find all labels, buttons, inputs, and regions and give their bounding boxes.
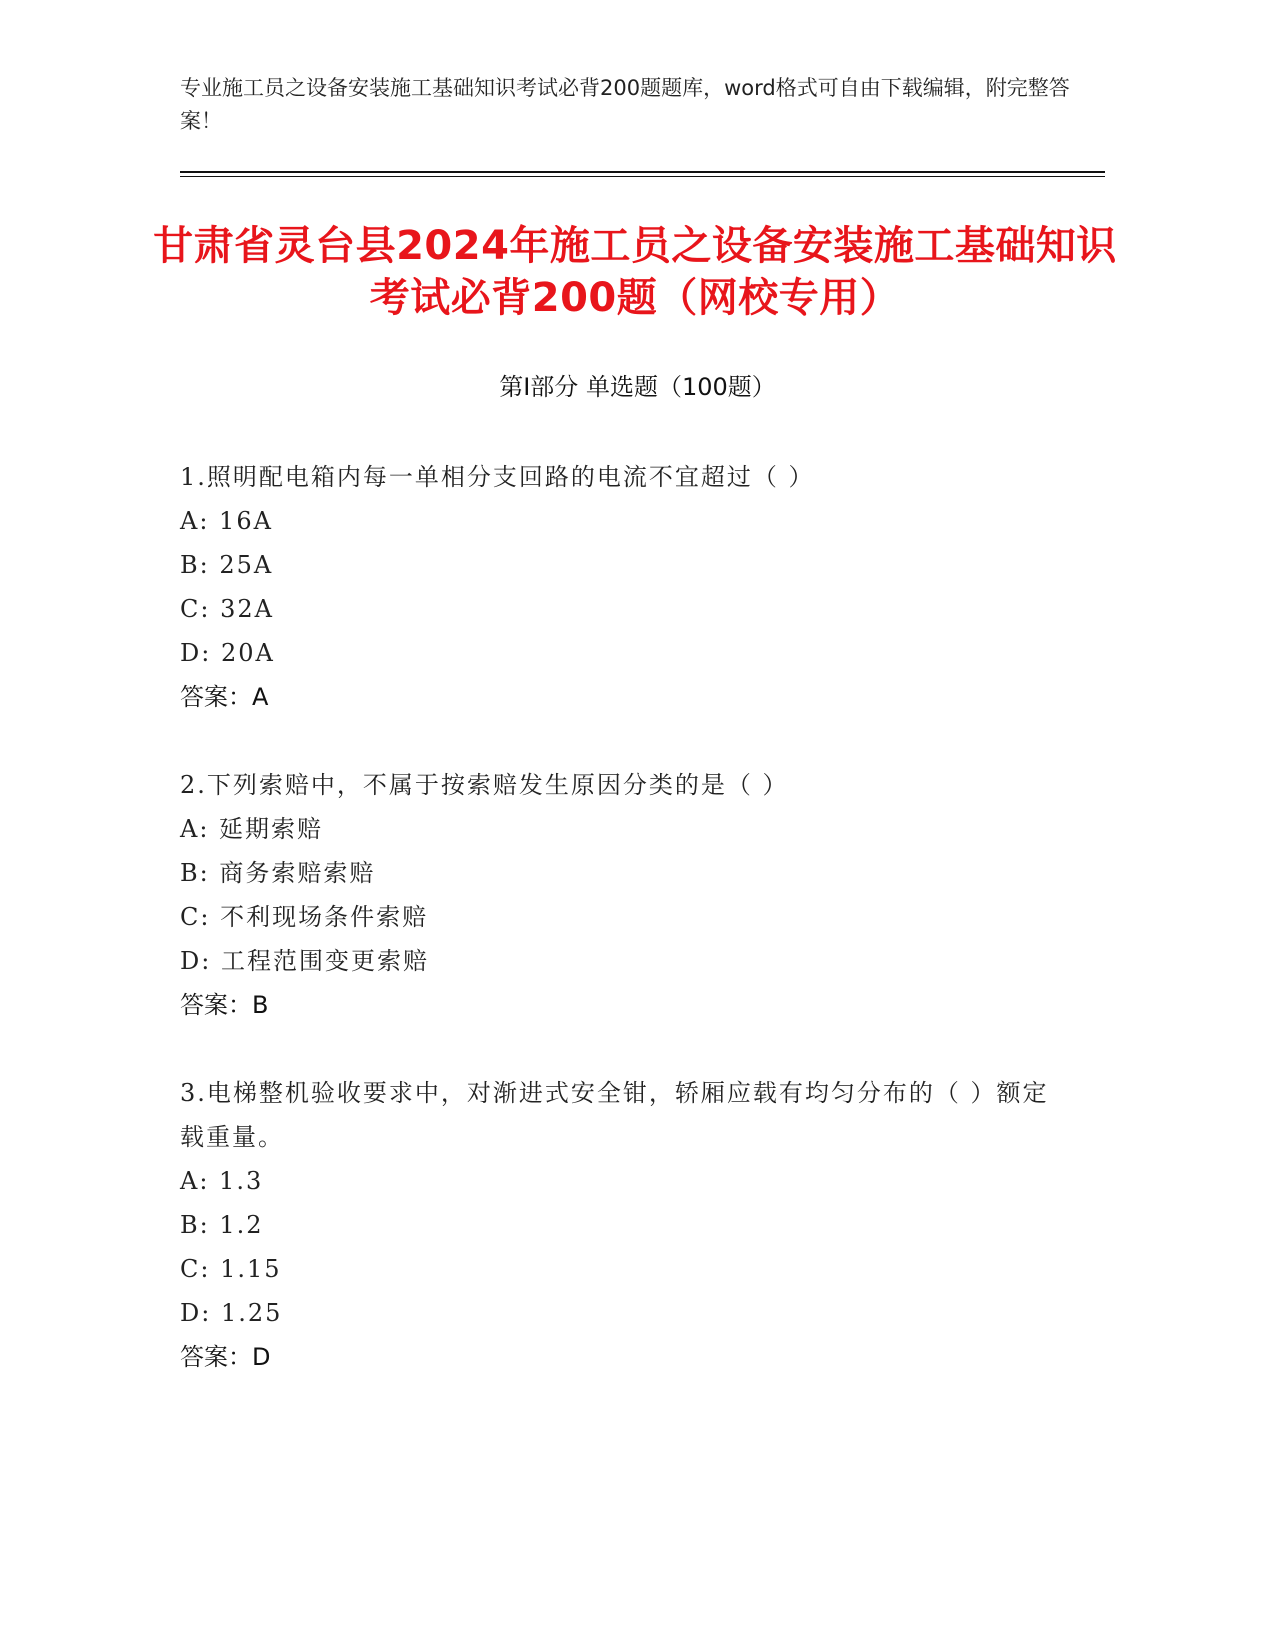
question-option-b: B: 商务索赔索赔: [180, 859, 376, 887]
question-option-a: A: 16A: [180, 507, 273, 535]
question-answer: 答案：B: [180, 991, 269, 1019]
question-3: [180, 1071, 1060, 1379]
question-stem: 3.电梯整机验收要求中，对渐进式安全钳，轿厢应载有均匀分布的（ ）额定载重量。: [180, 1079, 1049, 1151]
question-1: [180, 455, 1060, 719]
question-option-c: C: 32A: [180, 595, 274, 623]
section-title: 第Ⅰ部分 单选题（100题）: [499, 373, 776, 401]
question-answer: 答案：D: [180, 1343, 271, 1371]
question-option-d: D: 工程范围变更索赔: [180, 947, 429, 975]
document-title: 甘肃省灵台县2024年施工员之设备安装施工基础知识考试必背200题（网校专用）: [153, 223, 1117, 321]
header-note: 专业施工员之设备安装施工基础知识考试必背200题题库，word格式可自由下载编辑，附完整答案！: [180, 76, 1070, 133]
question-option-b: B: 1.2: [180, 1211, 264, 1239]
header-rule-thick: [180, 171, 1105, 173]
question-option-d: D: 1.25: [180, 1299, 283, 1327]
question-option-c: C: 不利现场条件索赔: [180, 903, 429, 931]
question-option-b: B: 25A: [180, 551, 274, 579]
question-option-a: A: 延期索赔: [180, 815, 324, 843]
question-option-c: C: 1.15: [180, 1255, 282, 1283]
question-option-d: D: 20A: [180, 639, 275, 667]
question-stem: 2.下列索赔中，不属于按索赔发生原因分类的是（ ）: [180, 771, 789, 799]
question-option-a: A: 1.3: [180, 1167, 264, 1195]
question-answer: 答案：A: [180, 683, 269, 711]
header-rule-thin: [180, 176, 1105, 177]
question-stem: 1.照明配电箱内每一单相分支回路的电流不宜超过（ ）: [180, 463, 815, 491]
question-list: [180, 455, 1060, 1423]
question-2: [180, 763, 1060, 1027]
